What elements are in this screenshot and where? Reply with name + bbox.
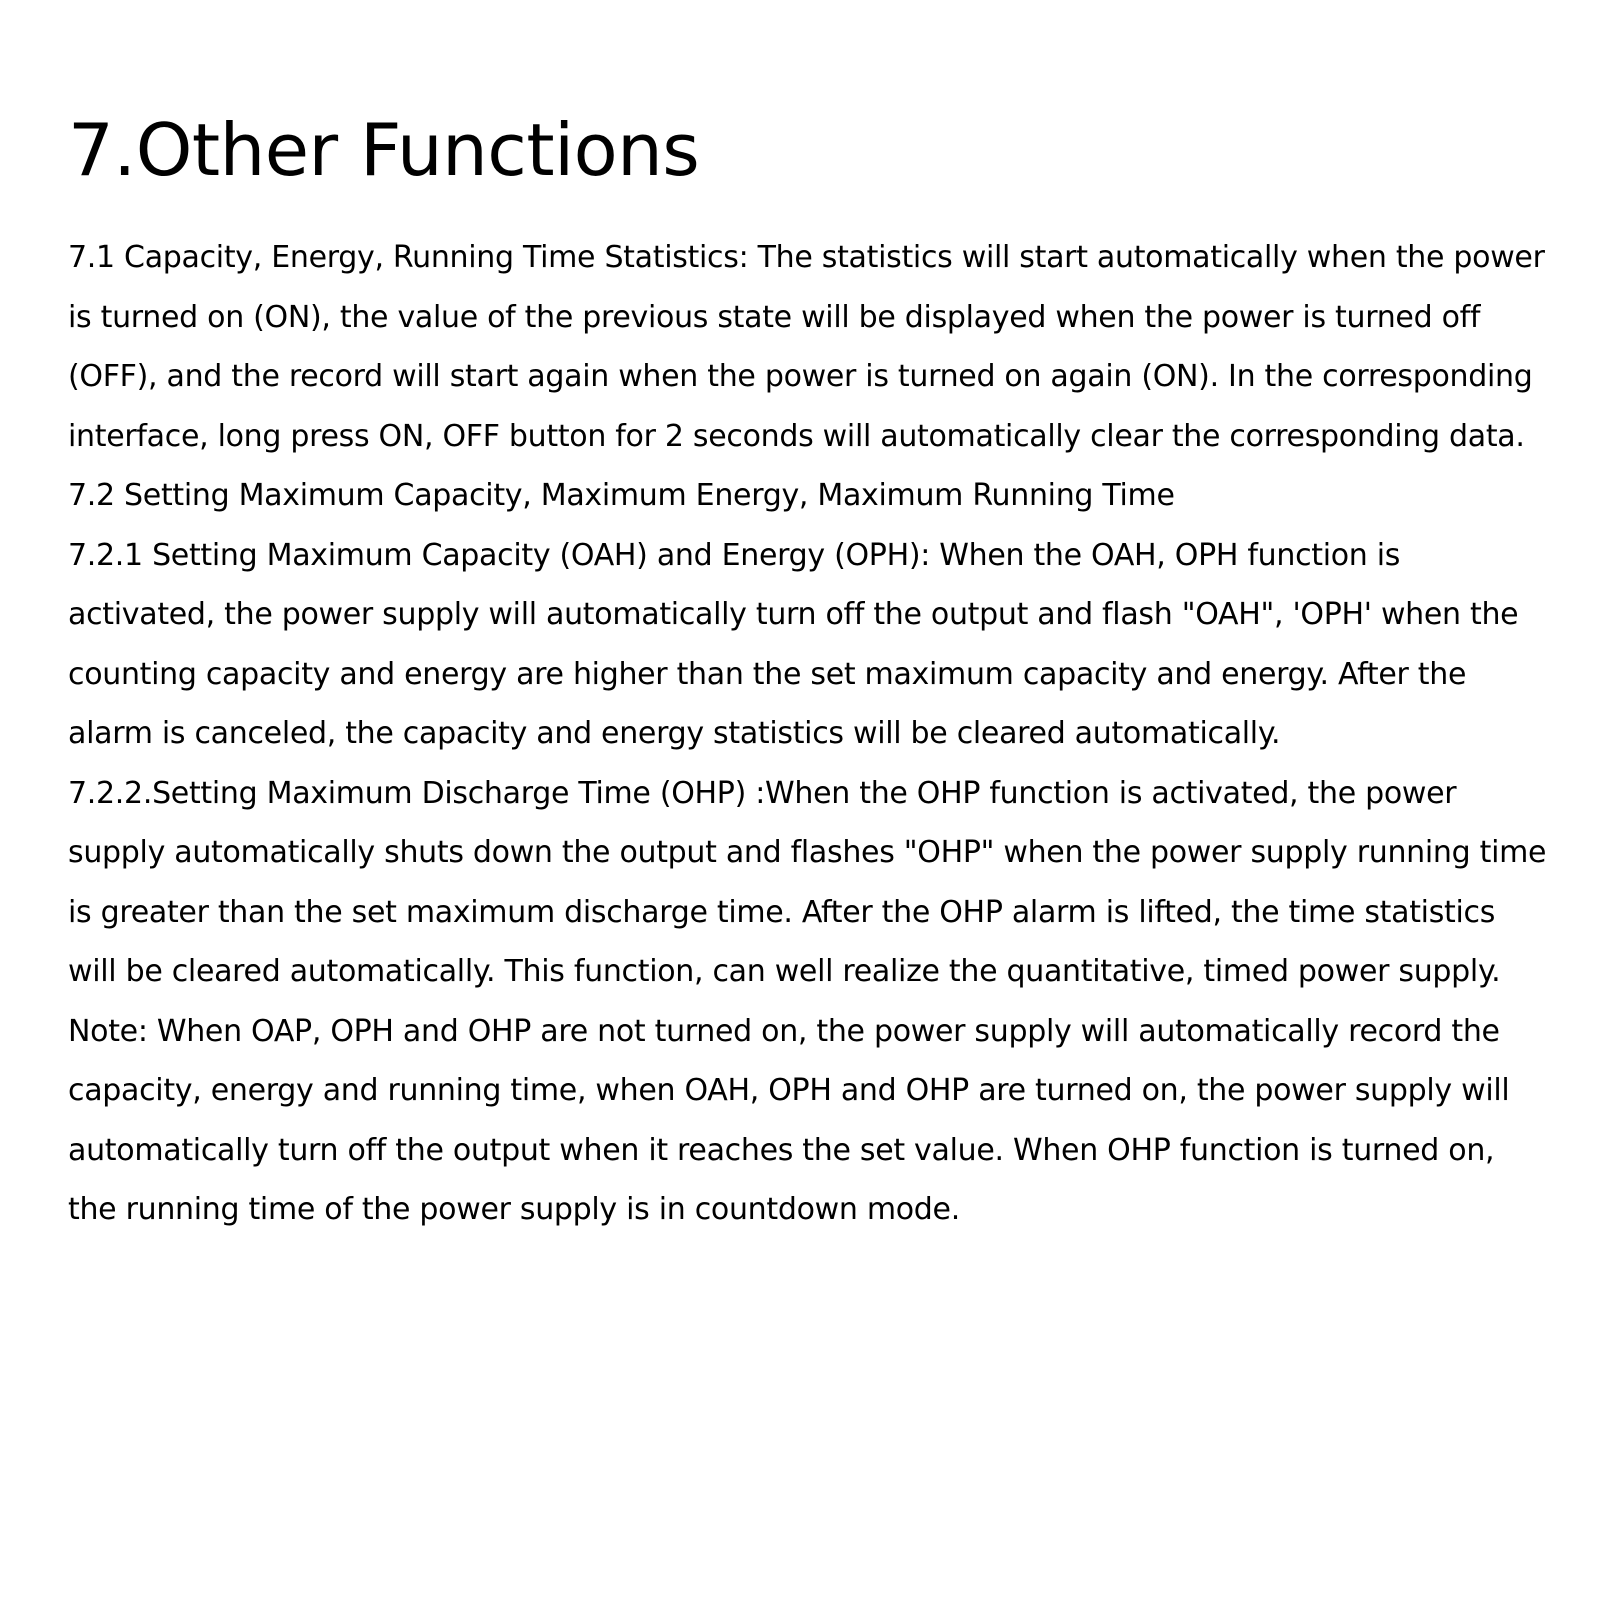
- paragraph-7-2-heading: 7.2 Setting Maximum Capacity, Maximum Energy, Maximum Running Time: [68, 478, 1175, 513]
- paragraph-7-1-statistics: 7.1 Capacity, Energy, Running Time Statistics: The statistics will start automatically when the power is turned on (ON), the value of the previous state will be displayed when the power is turned off (OFF), and the record will start again when the power is turned on again (ON). In the corresponding interface, long press ON, OFF button for 2 seconds will automatically clear the corresponding data.: [68, 240, 1545, 454]
- body-text: [68, 228, 1548, 1240]
- document-page: [68, 100, 1548, 1240]
- paragraph-7-2-2-discharge-time: 7.2.2.Setting Maximum Discharge Time (OHP) :When the OHP function is activated, the power supply automatically shuts down the output and flashes "OHP" when the power supply running time is greater than the set maximum discharge time. After the OHP alarm is lifted, the time statistics will be cleared automatically. This function, can well realize the quantitative, timed power supply.: [68, 775, 1547, 989]
- paragraph-note: Note: When OAP, OPH and OHP are not turned on, the power supply will automatically record the capacity, energy and running time, when OAH, OPH and OHP are turned on, the power supply will automatically turn off the output when it reaches the set value. When OHP function is turned on, the running time of the power supply is in countdown mode.: [68, 1013, 1510, 1227]
- page-title: 7.Other Functions: [68, 108, 700, 192]
- paragraph-7-2-1-capacity-energy: 7.2.1 Setting Maximum Capacity (OAH) and Energy (OPH): When the OAH, OPH function is activated, the power supply will automatically turn off the output and flash "OAH", 'OPH' when the counting capacity and energy are higher than the set maximum capacity and energy. After the alarm is canceled, the capacity and energy statistics will be cleared automatically.: [68, 537, 1519, 751]
